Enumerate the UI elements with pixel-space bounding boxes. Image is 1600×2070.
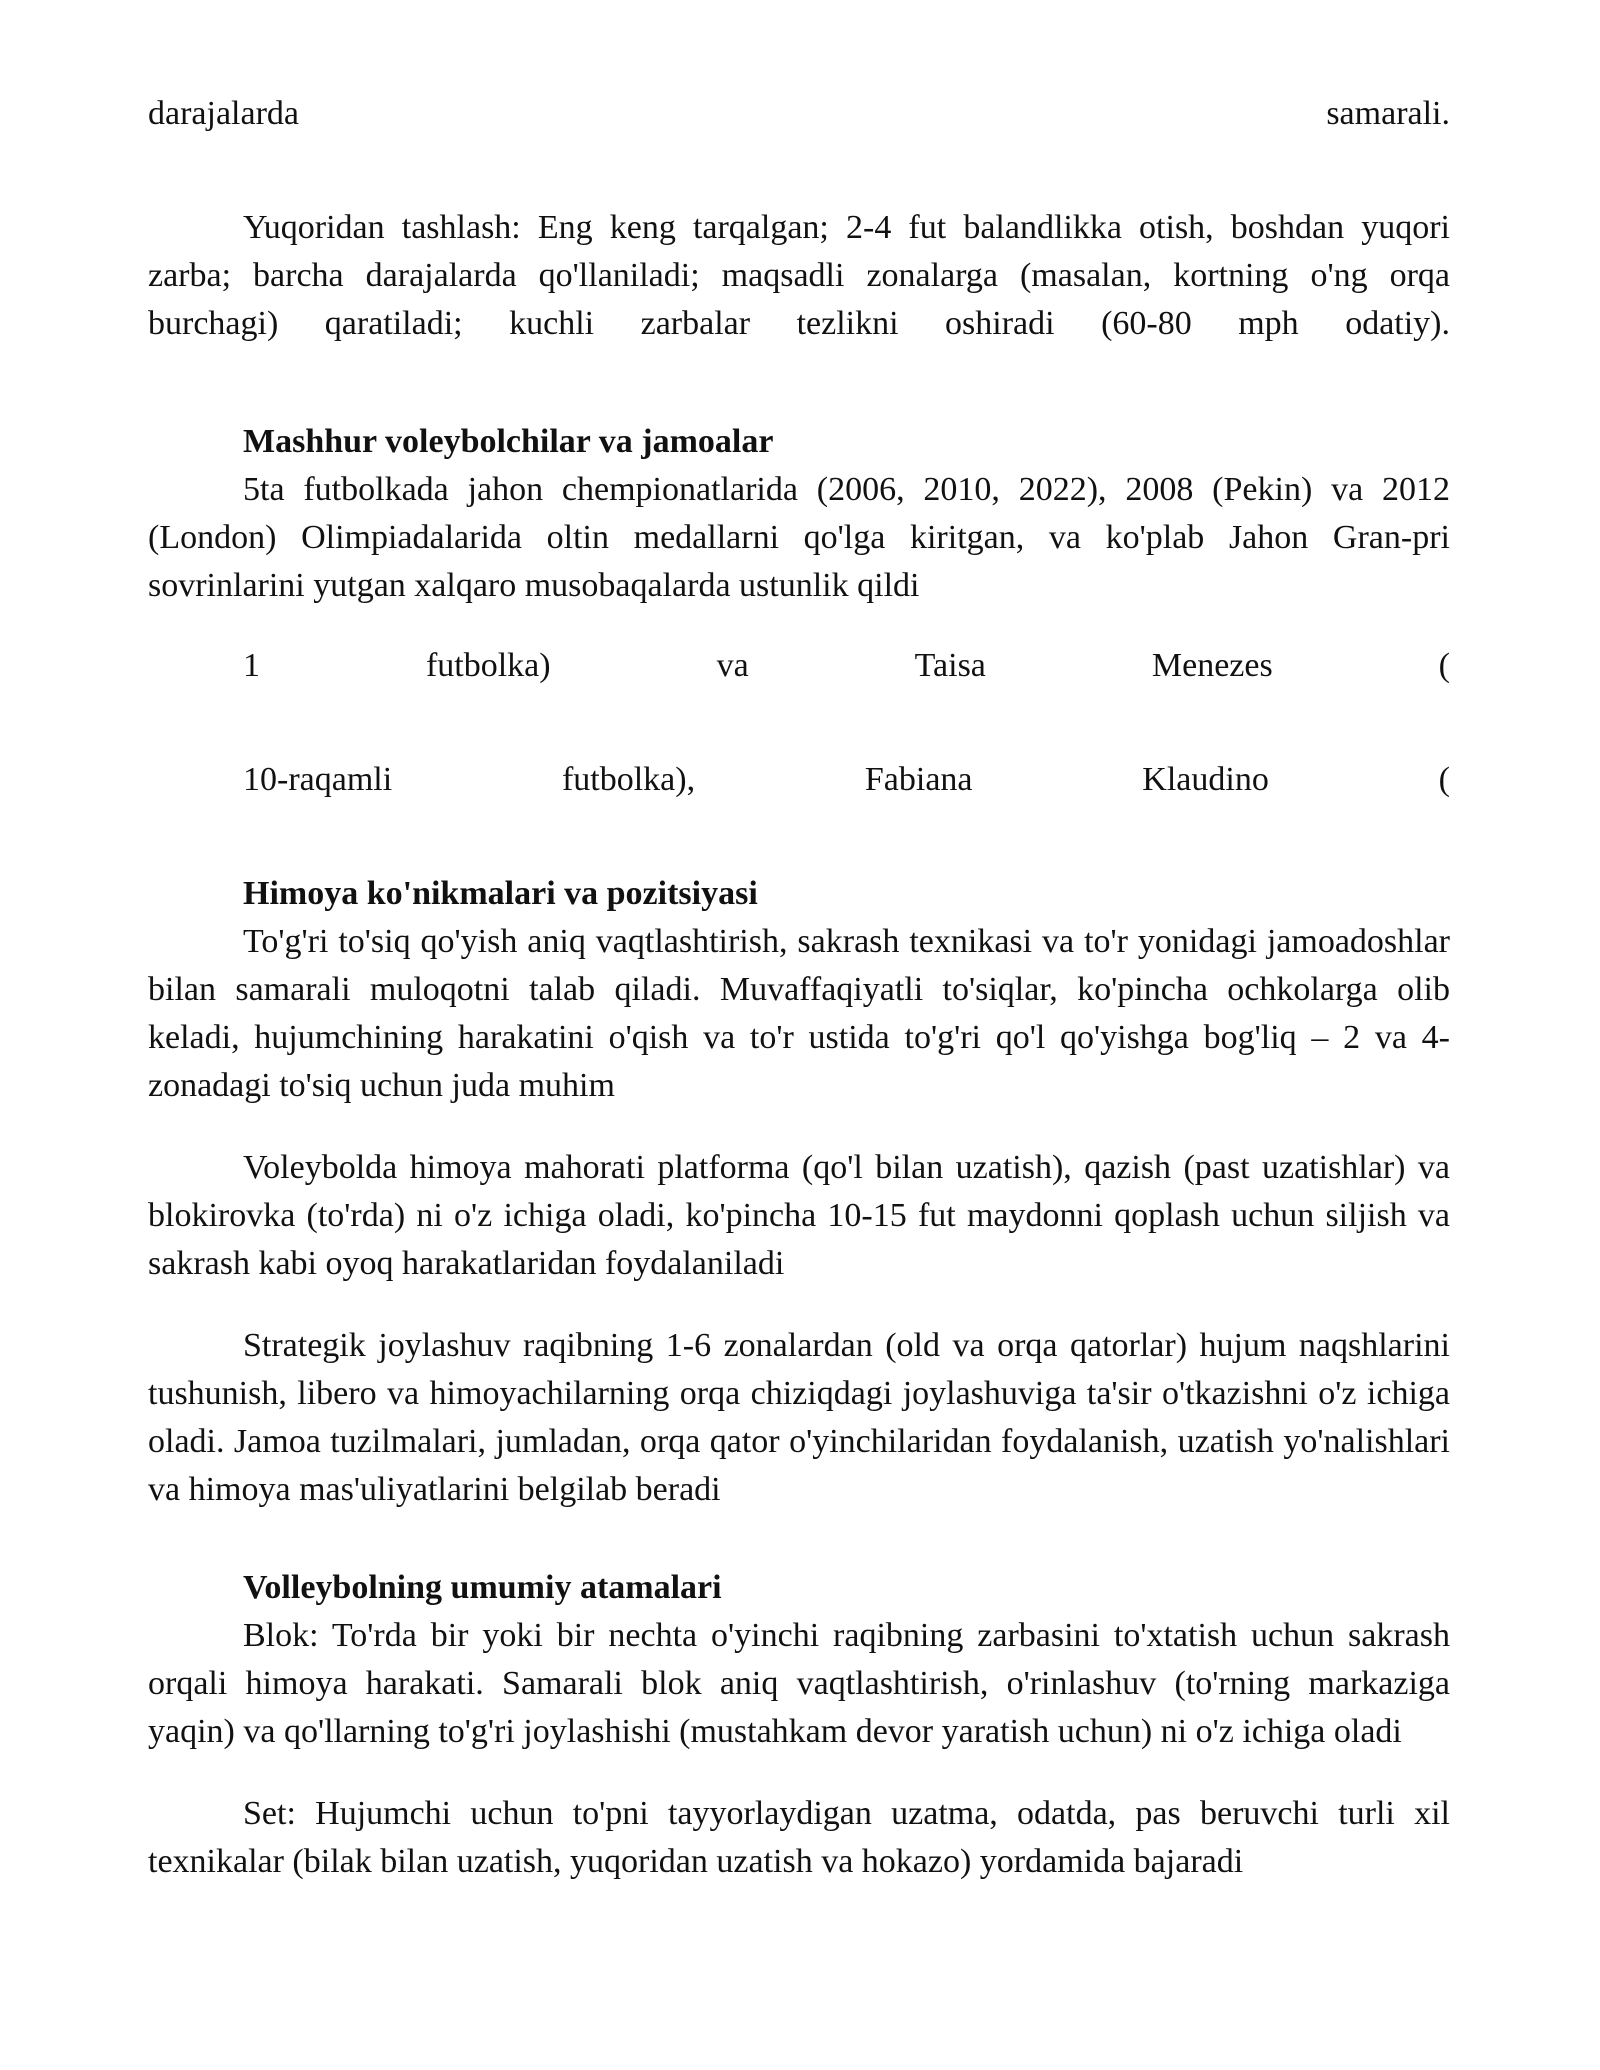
spread-word: 10-raqamli — [243, 761, 393, 798]
top-line-left: darajalarda — [148, 95, 299, 132]
paragraph-yuqoridan: Yuqoridan tashlash: Eng keng tarqalgan; 2-4 fut balandlikka otish, boshdan yuqori zarba; barcha darajalarda qo'llaniladi; maqsadli zonalarga (masalan, kortning o'ng orqa burchagi) qaratiladi; kuchli zarbalar tezlikni oshiradi (60-80 mph odatiy). — [148, 209, 1450, 342]
spread-word: Menezes — [1151, 647, 1273, 684]
spread-word: ( — [1438, 761, 1450, 798]
paragraph-set: Set: Hujumchi uchun to'pni tayyorlaydigan uzatma, odatda, pas beruvchi turli xil texnikalar (bilak bilan uzatish, yuqoridan uzatish va hokazo) yordamida bajaradi — [148, 1795, 1450, 1880]
spread-word: Fabiana — [864, 761, 973, 798]
paragraph-himoya-2: Voleybolda himoya mahorati platforma (qo'l bilan uzatish), qazish (past uzatishlar) va blokirovka (to'rda) ni o'z ichiga oladi, ko'pincha 10-15 fut maydonni qoplash uchun siljish va sakrash kabi oyoq harakatlaridan foydalaniladi — [148, 1149, 1450, 1282]
section-heading-himoya: Himoya ko'nikmalari va pozitsiyasi — [243, 875, 758, 912]
top-line — [148, 90, 1450, 138]
top-line-right: samarali. — [1326, 95, 1450, 132]
spread-line-1 — [148, 642, 1450, 690]
section-heading-atamalar: Volleybolning umumiy atamalari — [243, 1569, 722, 1606]
document-page — [148, 90, 1450, 1886]
spread-word: 1 — [243, 647, 260, 684]
spread-word: Taisa — [914, 647, 986, 684]
spread-word: va — [716, 647, 749, 684]
paragraph-himoya-3: Strategik joylashuv raqibning 1-6 zonalardan (old va orqa qatorlar) hujum naqshlarini tushunish, libero va himoyachilarning orqa chiziqdagi joylashuviga ta'sir o'tkazishni o'z ichiga oladi. Jamoa tuzilmalari, jumladan, orqa qator o'yinchilaridan foydalanish, uzatish yo'nalishlari va himoya mas'uliyatlarini belgilab beradi — [148, 1327, 1450, 1508]
spread-word: Klaudino — [1142, 761, 1269, 798]
paragraph-blok: Blok: To'rda bir yoki bir nechta o'yinchi raqibning zarbasini to'xtatish uchun sakrash orqali himoya harakati. Samarali blok aniq vaqtlashtirish, o'rinlashuv (to'rning markaziga yaqin) va qo'llarning to'g'ri joylashishi (mustahkam devor yaratish uchun) ni o'z ichiga oladi — [148, 1617, 1450, 1750]
spread-word: futbolka), — [561, 761, 696, 798]
spread-word: ( — [1438, 647, 1450, 684]
paragraph-himoya-1: To'g'ri to'siq qo'yish aniq vaqtlashtirish, sakrash texnikasi va to'r yonidagi jamoadoshlar bilan samarali muloqotni talab qiladi. Muvaffaqiyatli to'siqlar, ko'pincha ochkolarga olib keladi, hujumchining harakatini o'qish va to'r ustida to'g'ri qo'l qo'yishga bog'liq – 2 va 4-zonadagi to'siq uchun juda muhim — [148, 923, 1450, 1104]
spread-line-2 — [148, 756, 1450, 804]
section-heading-mashhur: Mashhur voleybolchilar va jamoalar — [243, 423, 774, 460]
spread-word: futbolka) — [425, 647, 551, 684]
paragraph-mashhur: 5ta futbolkada jahon chempionatlarida (2006, 2010, 2022), 2008 (Pekin) va 2012 (London) Olimpiadalarida oltin medallarni qo'lga kiritgan, va ko'plab Jahon Gran-pri sovrinlarini yutgan xalqaro musobaqalarda ustunlik qildi — [148, 471, 1450, 604]
